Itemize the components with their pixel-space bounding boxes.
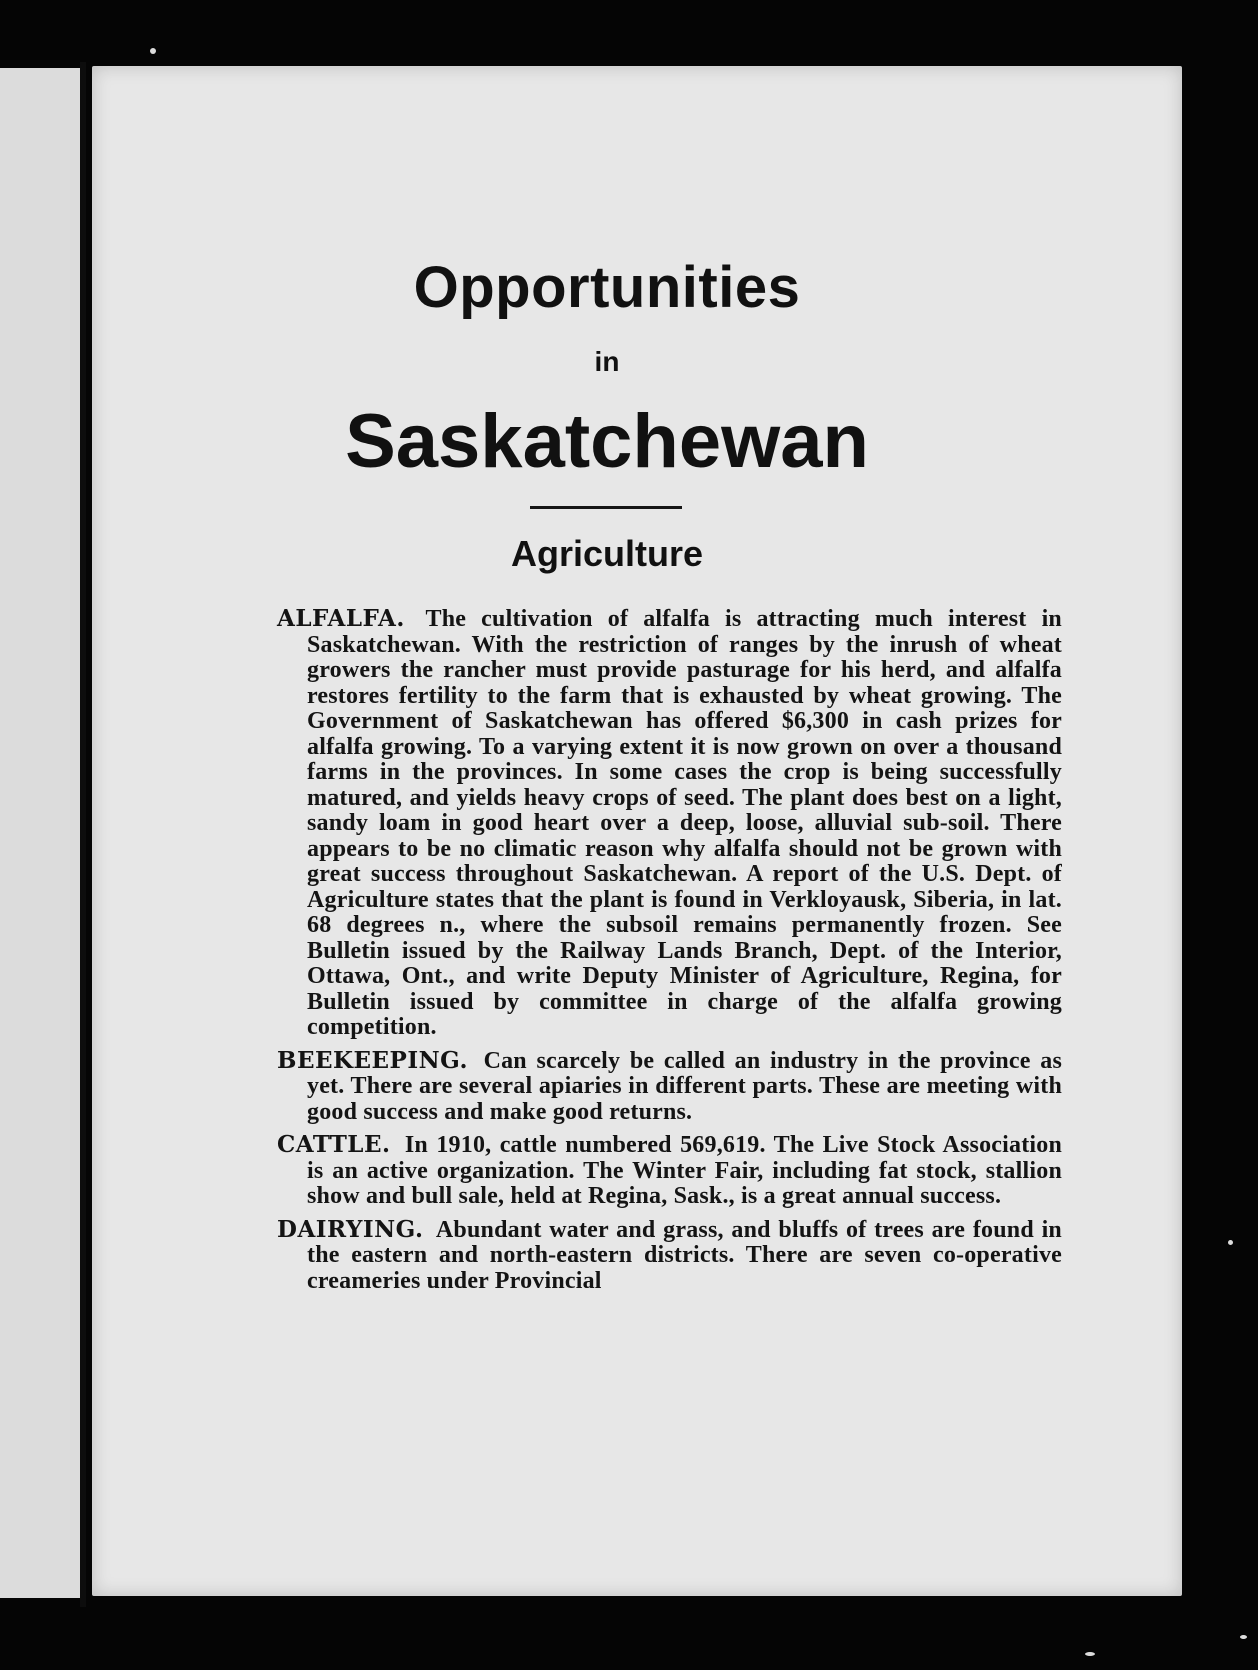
scan-speck (1228, 1240, 1233, 1245)
document-page (92, 66, 1182, 1596)
scan-speck (1240, 1635, 1247, 1639)
entry-text: In 1910, cattle numbered 569,619. The Live Stock Association is an active organization. The Winter Fair, including fat stock, stallion show and bull sale, held at Regina, Sask., is a great annual success. (307, 1132, 1063, 1209)
title-saskatchewan: Saskatchewan (345, 399, 869, 484)
scan-speck (150, 48, 156, 54)
entry-term: CATTLE. (277, 1131, 391, 1158)
section-heading-agriculture: Agriculture (510, 533, 704, 574)
title-divider (530, 506, 682, 509)
entry-alfalfa (277, 606, 1062, 1041)
entry-term: BEEKEEPING. (277, 1046, 468, 1074)
entry-cattle (277, 1132, 1062, 1210)
title-opportunities: Opportunities (413, 255, 801, 320)
entry-list (277, 606, 1062, 1301)
entry-term: ALFALFA. (277, 605, 405, 632)
facing-page-edge (0, 68, 80, 1598)
entry-text: Abundant water and grass, and bluffs of trees are found in the eastern and north-eastern districts. There are seven co-operative creameries under Provincial (307, 1216, 1062, 1294)
book-spine (80, 62, 86, 1607)
title-in: in (594, 346, 620, 377)
entry-text: Can scarcely be called an industry in the province as yet. There are several apiaries in different parts. These are meeting with good success and make good returns. (307, 1047, 1062, 1125)
entry-term: DAIRYING. (277, 1215, 424, 1243)
entry-text: The cultivation of alfalfa is attracting much interest in Saskatchewan. With the restriction of ranges by the inrush of wheat growers the rancher must provide pasturage for his herd, and alfalfa restores fertility to the farm that is exhausted by wheat growing. The Government of Saskatchewan has offered $6,300 in cash prizes for alfalfa growing. To a varying extent it is now grown on over a thousand farms in the provinces. In some cases the crop is being successfully matured, and yields heavy crops of seed. The plant does best on a light, sandy loam in good heart over a deep, loose, alluvial sub-soil. There appears to be no climatic reason why alfalfa should not be grown with great success throughout Saskatchewan. A report of the U.S. Dept. of Agriculture states that the plant is found in Verkloyausk, Siberia, in lat. 68 degrees n., where the subsoil remains permanently frozen. See Bulletin issued by the Railway Lands Branch, Dept. of the Interior, Ottawa, Ont., and write Deputy Minister of Agriculture, Regina, for Bulletin issued by committee in charge of the alfalfa growing competition. (307, 606, 1062, 1040)
entry-beekeeping (277, 1048, 1062, 1126)
entry-dairying (277, 1217, 1062, 1295)
scan-speck (1085, 1652, 1095, 1656)
